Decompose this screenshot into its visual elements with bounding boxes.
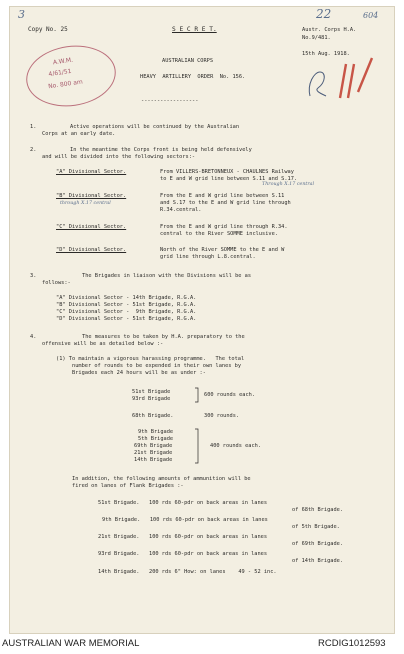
flank-line-3-cont: of 69th Brigade. (292, 541, 344, 547)
para-1-number: 1. (30, 124, 37, 130)
liaison-line-4: "D" Divisional Sector - 51st Brigade, R.G.A. (56, 316, 197, 322)
group-3-brigade-b: 5th Brigade (138, 436, 174, 442)
group-3-brigade-c: 69th Brigade (134, 443, 173, 449)
para-1-line-1: Active operations will be continued by the Australian (70, 124, 240, 130)
copy-number: Copy No. 25 (28, 26, 68, 33)
corner-number-left: 3 (18, 8, 25, 21)
reference-line-2: No.9/481. (302, 35, 331, 41)
stamp-line-2: 4/61/51 (48, 67, 72, 79)
flank-line-1: 51st Brigade. 100 rds 60-pdr on back areas in lanes (98, 500, 268, 506)
para-3-number: 3. (30, 273, 37, 279)
group-3-brigade-a: 9th Brigade (138, 429, 174, 435)
group-3-brace (194, 428, 200, 464)
classification: S E C R E T. (172, 26, 217, 33)
group-3-brigade-e: 14th Brigade (134, 457, 173, 463)
handwritten-initials (304, 66, 332, 102)
reference-line-1: Austr. Corps H.A. (302, 27, 357, 33)
flank-line-2-cont: of 5th Brigade. (292, 524, 340, 530)
para-4-1-line-2: number of rounds to be expended in their own lanes by (72, 363, 242, 369)
liaison-line-2: "B" Divisional Sector - 51st Brigade, R.G.A. (56, 302, 197, 308)
sector-c-label: "C" Divisional Sector. (56, 224, 127, 230)
footer-institution: AUSTRALIAN WAR MEMORIAL (2, 638, 140, 649)
sector-a-line-2: to E and W grid line between S.11 and S.17. (160, 176, 298, 182)
para-2-line-1: In the meantime the Corps front is being held defensively (70, 147, 252, 153)
sector-d-line-1: North of the River SOMME to the E and W (160, 247, 285, 253)
title-line-1: AUSTRALIAN CORPS (162, 58, 214, 64)
sector-b-label: "B" Divisional Sector. (56, 193, 127, 199)
corner-number-far-right: 604 (363, 11, 379, 20)
para-4-1-line-3: Brigades each 24 hours will be as under :- (72, 370, 206, 376)
flank-line-4-cont: of 14th Brigade. (292, 558, 344, 564)
sector-c-line-1: From the E and W grid line through R.34. (160, 224, 288, 230)
group-3-rounds: 400 rounds each. (210, 443, 262, 449)
group-1-rounds: 600 rounds each. (204, 392, 256, 398)
para-3-line-1: The Brigades in liaison with the Divisions will be as (82, 273, 252, 279)
group-3-brigade-d: 21st Brigade (134, 450, 173, 456)
red-pencil-marks (334, 52, 378, 102)
para-4-number: 4. (30, 334, 37, 340)
flank-line-4: 93rd Brigade. 100 rds 60-pdr on back areas in lanes (98, 551, 268, 557)
sector-d-line-2: grid line through L.8.central. (160, 254, 256, 260)
handwritten-note-2: through X.17 central (60, 201, 111, 206)
sector-a-label: "A" Divisional Sector. (56, 169, 127, 175)
stamp-line-1: A.W.M. (52, 56, 74, 67)
flank-intro-line-2: fired on lanes of Flank Brigades :- (72, 483, 184, 489)
flank-line-2: 9th Brigade. 100 rds 60-pdr on back areas in lanes (102, 517, 268, 523)
group-1-brigade-a: 51st Brigade (132, 389, 171, 395)
liaison-line-3: "C" Divisional Sector - 9th Brigade, R.G.A. (56, 309, 197, 315)
para-2-line-2: and will be divided into the following sectors:- (42, 154, 196, 160)
flank-line-5: 14th Brigade. 200 rds 6" How: on lanes 49 - 52 inc. (98, 569, 277, 575)
sector-b-line-3: R.34.central. (160, 207, 202, 213)
sector-a-line-1: From VILLERS-BRETONNEUX - CHAULNES Railway (160, 169, 294, 175)
sector-c-line-2: central to the River SOMME inclusive. (160, 231, 278, 237)
liaison-line-1: "A" Divisional Sector - 14th Brigade, R.G.A. (56, 295, 197, 301)
group-2-rounds: 300 rounds. (204, 413, 240, 419)
sector-d-label: "D" Divisional Sector. (56, 247, 127, 253)
document-date: 15th Aug. 1918. (302, 51, 350, 57)
stamp-line-3: No. 800 am (47, 78, 84, 91)
title-rule: ------------------ (141, 98, 199, 104)
flank-line-3: 21st Brigade. 100 rds 60-pdr on back areas in lanes (98, 534, 268, 540)
flank-line-1-cont: of 68th Brigade. (292, 507, 344, 513)
flank-intro-line-1: In addition, the following amounts of ammunition will be (72, 476, 251, 482)
para-3-line-2: follows:- (42, 280, 71, 286)
footer-record-id: RCDIG1012593 (318, 638, 386, 649)
title-line-2: HEAVY ARTILLERY ORDER No. 156. (140, 74, 246, 80)
handwritten-note-1: Through X.17 central (262, 182, 315, 187)
group-1-brace (194, 387, 200, 403)
corner-number-right: 22 (316, 7, 332, 21)
para-1-line-2: Corps at an early date. (42, 131, 116, 137)
group-1-brigade-b: 93rd Brigade (132, 396, 171, 402)
para-2-number: 2. (30, 147, 37, 153)
group-2-brigade: 68th Brigade. (132, 413, 174, 419)
sector-b-line-2: and S.17 to the E and W grid line through (160, 200, 291, 206)
para-4-1-line-1: (1) To maintain a vigorous harassing programme. The total (56, 356, 245, 362)
sector-b-line-1: From the E and W grid line between S.11 (160, 193, 285, 199)
para-4-line-1: The measures to be taken by H.A. preparatory to the (82, 334, 245, 340)
para-4-line-2: offensive will be as detailed below :- (42, 341, 164, 347)
